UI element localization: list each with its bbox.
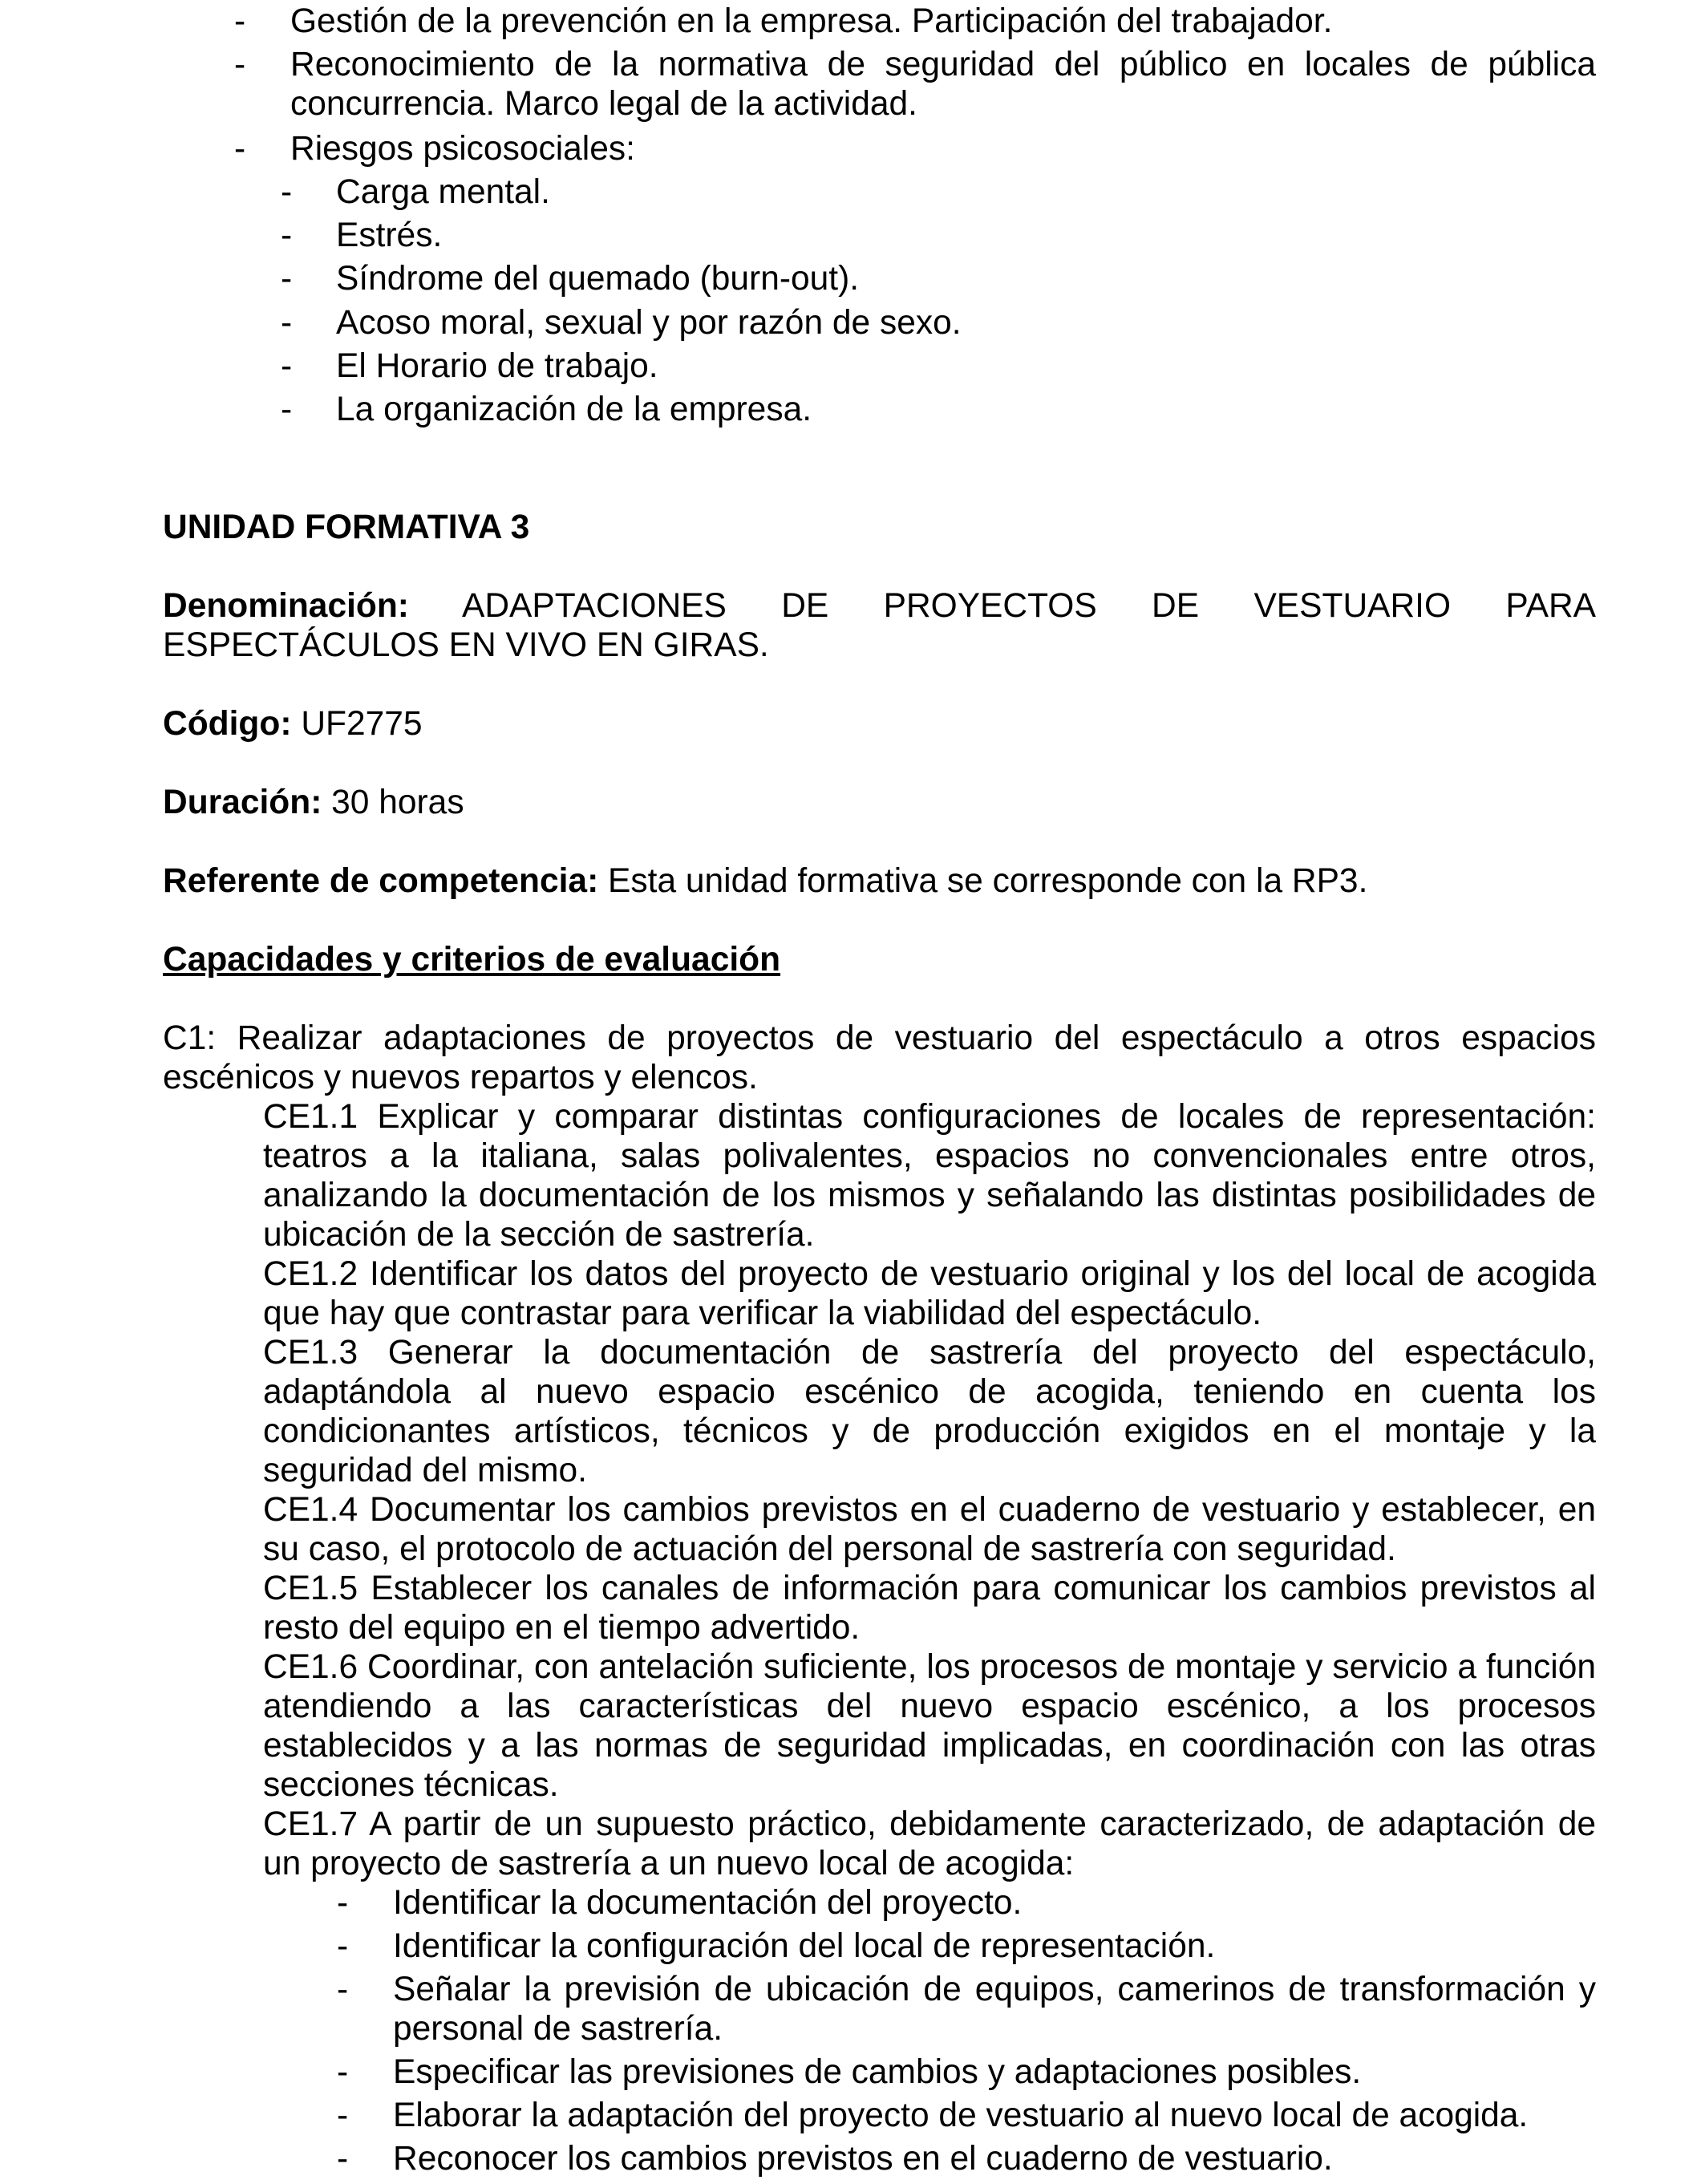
list-item-text: Síndrome del quemado (burn-out). xyxy=(336,260,860,298)
unit-heading: UNIDAD FORMATIVA 3 xyxy=(163,509,530,546)
criterion-ce1-3: CE1.3 Generar la documentación de sastrería del proyecto del espectáculo, adaptándola al nuevo espacio escénico de acogida, teniendo en cuenta los condicionantes artísticos, técnicos y de producción exigidos en el montaje y la seguridad del mismo. xyxy=(263,1334,1596,1489)
list-dash: - xyxy=(281,173,293,211)
list-item-text: Señalar la previsión de ubicación de equipos, camerinos de transformación y personal de sastrería. xyxy=(393,1971,1596,2048)
denominacion-value-1: ADAPTACIONES DE PROYECTOS DE VESTUARIO PARA xyxy=(462,587,1596,625)
list-item-text: Estrés. xyxy=(336,217,443,254)
list-item-text: Reconocimiento de la normativa de seguridad del público en locales de pública concurrencia. Marco legal de la actividad. xyxy=(290,46,1596,123)
criterion-ce1-4: CE1.4 Documentar los cambios previstos en el cuaderno de vestuario y establecer, en su caso, el protocolo de actuación del personal de sastrería con seguridad. xyxy=(263,1491,1596,1568)
list-item-text: Especificar las previsiones de cambios y adaptaciones posibles. xyxy=(393,2053,1362,2091)
list-dash: - xyxy=(337,1884,349,1922)
duracion-label: Duración: xyxy=(163,784,322,821)
list-item-text: Elaborar la adaptación del proyecto de vestuario al nuevo local de acogida. xyxy=(393,2097,1529,2134)
list-dash: - xyxy=(337,2097,349,2134)
list-dash: - xyxy=(281,217,293,254)
referente-label: Referente de competencia: xyxy=(163,862,599,900)
list-dash: - xyxy=(337,1971,349,2008)
list-dash: - xyxy=(281,391,293,428)
list-dash: - xyxy=(337,2053,349,2091)
duracion-line xyxy=(163,783,1596,822)
list-item-text: La organización de la empresa. xyxy=(336,391,812,428)
list-dash: - xyxy=(234,46,246,83)
codigo-line xyxy=(163,704,1596,744)
criterion-ce1-6: CE1.6 Coordinar, con antelación suficiente, los procesos de montaje y servicio a función atendiendo a las características del nuevo espacio escénico, a los procesos establecidos y a las normas de seguridad implicadas, en coordinación con las otras secciones técnicas. xyxy=(263,1648,1596,1804)
list-item-text: Identificar la documentación del proyecto. xyxy=(393,1884,1023,1922)
criterion-ce1-5: CE1.5 Establecer los canales de información para comunicar los cambios previstos al resto del equipo en el tiempo advertido. xyxy=(263,1570,1596,1647)
capacidades-heading-text: Capacidades y criterios de evaluación xyxy=(163,941,781,979)
list-dash: - xyxy=(234,2,246,40)
list-dash: - xyxy=(281,260,293,298)
list-dash: - xyxy=(337,2140,349,2178)
list-item-text: Identificar la configuración del local de representación. xyxy=(393,1927,1216,1965)
list-dash: - xyxy=(281,347,293,385)
list-item-text: Carga mental. xyxy=(336,173,550,211)
list-item-text: El Horario de trabajo. xyxy=(336,347,658,385)
referente-line xyxy=(163,861,1596,901)
codigo-label: Código: xyxy=(163,705,292,743)
list-dash: - xyxy=(337,1927,349,1965)
denominacion-line xyxy=(163,586,1596,626)
codigo-value: UF2775 xyxy=(301,705,423,743)
list-item-text: Acoso moral, sexual y por razón de sexo. xyxy=(336,304,962,342)
list-item-text: Gestión de la prevención en la empresa. Participación del trabajador. xyxy=(290,2,1333,40)
capacity-c1: C1: Realizar adaptaciones de proyectos de vestuario del espectáculo a otros espacios escénicos y nuevos repartos y elencos. xyxy=(163,1019,1596,1096)
list-item-text: Riesgos psicosociales: xyxy=(290,130,635,168)
denominacion-value-2: ESPECTÁCULOS EN VIVO EN GIRAS. xyxy=(163,626,769,664)
referente-value: Esta unidad formativa se corresponde con la RP3. xyxy=(608,862,1368,900)
list-dash: - xyxy=(234,130,246,168)
criterion-ce1-7: CE1.7 A partir de un supuesto práctico, debidamente caracterizado, de adaptación de un proyecto de sastrería a un nuevo local de acogida: xyxy=(263,1805,1596,1882)
list-dash: - xyxy=(281,304,293,342)
duracion-value: 30 horas xyxy=(331,784,464,821)
list-item-text: Reconocer los cambios previstos en el cuaderno de vestuario. xyxy=(393,2140,1333,2178)
denominacion-label: Denominación: xyxy=(163,587,409,625)
criterion-ce1-2: CE1.2 Identificar los datos del proyecto de vestuario original y los del local de acogida que hay que contrastar para verificar la viabilidad del espectáculo. xyxy=(263,1255,1596,1332)
capacidades-heading xyxy=(163,940,1596,979)
criterion-ce1-1: CE1.1 Explicar y comparar distintas configuraciones de locales de representación: teatros a la italiana, salas polivalentes, espacios no convencionales entre otros, analizando la documentación de los mismos y señalando las distintas posibilidades de ubicación de la sección de sastrería. xyxy=(263,1098,1596,1254)
